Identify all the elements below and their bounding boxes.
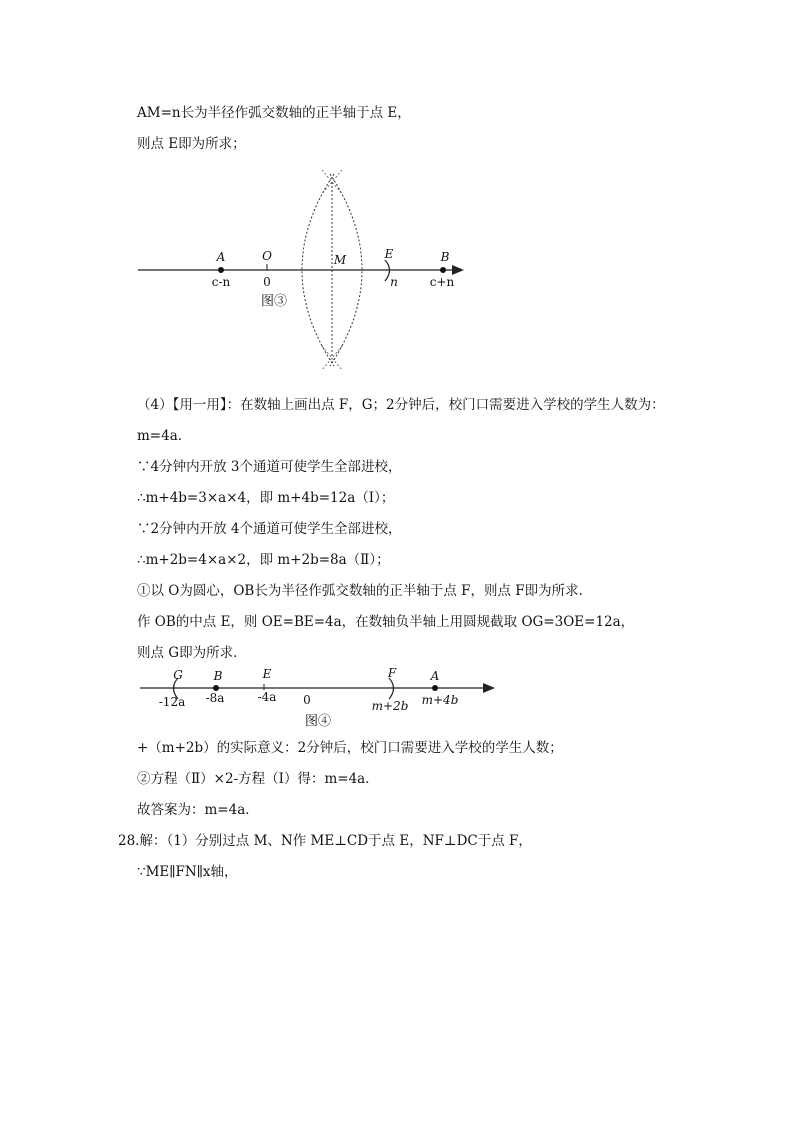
origin-label: 0	[303, 693, 311, 707]
text-line-14: 故答案为：m=4a．	[137, 802, 259, 818]
figure-3-caption: 图③	[260, 294, 288, 309]
point-G-name: G	[173, 668, 183, 682]
point-F-label: m+2b	[371, 699, 409, 713]
point-A-label: c-n	[211, 275, 231, 289]
point-E-name: E	[262, 667, 272, 681]
point-A-name: A	[430, 669, 440, 683]
text-line-1: AM=n长为半径作弧交数轴的正半轴于点 E，	[137, 105, 411, 121]
point-O-name: O	[262, 249, 272, 263]
figure-4-caption: 图④	[304, 714, 332, 729]
figure-3-number-line	[0, 160, 794, 390]
text-line-6: ∴m+4b=3×a×4，即 m+4b=12a（Ⅰ）；	[137, 490, 395, 506]
point-B-dot	[440, 267, 446, 273]
point-B-name: B	[440, 250, 450, 264]
figure-4-number-line	[0, 664, 794, 734]
point-A-name: A	[216, 250, 226, 264]
point-A-dot	[432, 685, 438, 691]
point-M-name: M	[333, 253, 347, 267]
text-line-9: ①以 O为圆心，OB长为半径作弧交数轴的正半轴于点 F，则点 F即为所求．	[137, 583, 593, 599]
text-line-12: +（m+2b）的实际意义：2分钟后，校门口需要进入学校的学生人数；	[137, 740, 563, 756]
point-B-name: B	[213, 669, 223, 683]
text-line-2: 则点 E即为所求；	[137, 136, 246, 152]
point-E-name: E	[384, 247, 394, 261]
text-line-7: ∵2分钟内开放 4个通道可使学生全部进校，	[137, 521, 402, 537]
point-B-label: -8a	[205, 691, 225, 705]
text-line-13: ②方程（Ⅱ）×2-方程（Ⅰ）得：m=4a．	[137, 771, 379, 787]
axis-arrow	[483, 683, 495, 693]
point-B-label: c+n	[429, 275, 455, 289]
axis-arrow	[452, 265, 464, 275]
point-E-label: n	[390, 275, 398, 289]
point-A-label: m+4b	[421, 693, 459, 707]
text-line-10: 作 OB的中点 E，则 OE=BE=4a，在数轴负半轴上用圆规截取 OG=3OE=12a，	[137, 614, 635, 630]
point-E-label: -4a	[257, 690, 277, 704]
text-line-8: ∴m+2b=4×a×2，即 m+2b=8a（Ⅱ）；	[137, 552, 390, 568]
text-line-3: （4）【用一用】：在数轴上画出点 F，G；2分钟后，校门口需要进入学校的学生人数为：	[137, 397, 665, 413]
text-line-11: 则点 G即为所求．	[137, 645, 247, 661]
text-line-4: m=4a．	[137, 428, 192, 444]
point-G-label: -12a	[158, 695, 186, 709]
text-line-5: ∵4分钟内开放 3个通道可使学生全部进校，	[137, 459, 402, 475]
point-O-label: 0	[263, 275, 271, 289]
point-A-dot	[218, 267, 224, 273]
text-line-15: 28.解：（1）分别过点 M、N作 ME⊥CD于点 E，NF⊥DC于点 F，	[118, 833, 532, 849]
text-line-16: ∵ME∥FN∥x轴，	[137, 864, 238, 880]
point-F-name: F	[387, 666, 397, 680]
